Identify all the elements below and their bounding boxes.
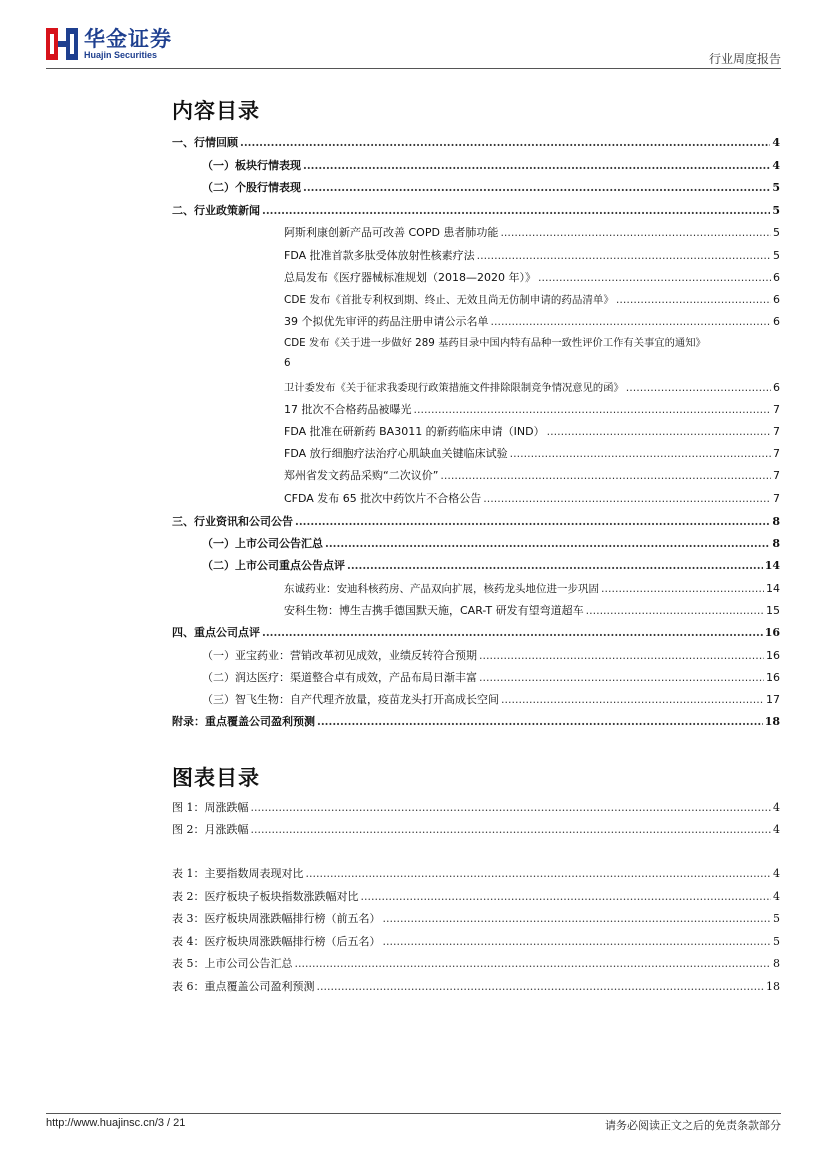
logo-mark-icon bbox=[46, 28, 78, 60]
header-divider bbox=[46, 68, 781, 69]
toc-item[interactable]: （三）智飞生物：自产代理齐放量，疫苗龙头打开高成长空间 ..... 17 bbox=[172, 690, 780, 710]
footer-disclaimer: 请务必阅读正文之后的免责条款部分 bbox=[605, 1119, 781, 1132]
toc-item[interactable]: 安科生物：博生吉携手德国默天施，CAR-T 研发有望弯道超车 ..... 15 bbox=[172, 601, 780, 621]
footer-divider bbox=[46, 1113, 781, 1114]
toc-item[interactable]: FDA 放行细胞疗法治疗心肌缺血关键临床试验 ..... 7 bbox=[172, 444, 780, 464]
chart-item[interactable]: 图 2：月涨跌幅 ..... 4 bbox=[172, 820, 780, 840]
logo-name-cn: 华金证券 bbox=[84, 27, 172, 51]
toc-item[interactable]: （一）上市公司公告汇总 ..... 8 bbox=[172, 534, 780, 554]
figures-title: 图表目录 bbox=[172, 765, 260, 790]
report-type: 行业周度报告 bbox=[708, 52, 781, 66]
toc-item[interactable]: CDE 发布《首批专利权到期、终止、无效且尚无仿制申请的药品清单》 ..... 6 bbox=[172, 290, 780, 310]
toc-item[interactable]: 卫计委发布《关于征求我委现行政策措施文件排除限制竞争情况意见的函》 ..... 6 bbox=[172, 378, 780, 398]
toc-item[interactable]: CFDA 发布 65 批次中药饮片不合格公告 ..... 7 bbox=[172, 489, 780, 509]
toc-item[interactable]: （二）上市公司重点公告点评 ..... 14 bbox=[172, 556, 780, 576]
toc-item[interactable]: FDA 批准首款多肽受体放射性核素疗法 ..... 5 bbox=[172, 246, 780, 266]
toc-item[interactable]: （二）润达医疗：渠道整合卓有成效，产品布局日渐丰富 ..... 16 bbox=[172, 668, 780, 688]
toc-item[interactable]: 阿斯利康创新产品可改善 COPD 患者肺功能 ..... 5 bbox=[172, 223, 780, 243]
chart-item[interactable]: 图 1：周涨跌幅 ..... 4 bbox=[172, 798, 780, 818]
footer-url-page[interactable]: http://www.huajinsc.cn/3 / 21 bbox=[46, 1117, 186, 1129]
toc-item[interactable]: （一）亚宝药业：营销改革初见成效，业绩反转符合预期 ..... 16 bbox=[172, 646, 780, 666]
toc-item[interactable]: 17 批次不合格药品被曝光 ..... 7 bbox=[172, 400, 780, 420]
table-item[interactable]: 表 5：上市公司公告汇总 ..... 8 bbox=[172, 954, 780, 974]
table-item[interactable]: 表 2：医疗板块子板块指数涨跌幅对比 ..... 4 bbox=[172, 887, 780, 907]
table-item[interactable]: 表 6：重点覆盖公司盈利预测 ..... 18 bbox=[172, 977, 780, 997]
toc-item[interactable]: 四、重点公司点评 ..... 16 bbox=[172, 623, 780, 643]
company-logo bbox=[46, 28, 172, 60]
logo-name-en: Huajin Securities bbox=[84, 50, 158, 60]
table-item[interactable]: 表 1：主要指数周表现对比 ..... 4 bbox=[172, 864, 780, 884]
toc-item[interactable]: 二、行业政策新闻 ..... 5 bbox=[172, 201, 780, 221]
toc-item[interactable]: 总局发布《医疗器械标准规划（2018—2020 年）》 ..... 6 bbox=[172, 268, 780, 288]
toc-item[interactable]: 39 个拟优先审评的药品注册申请公示名单 ..... 6 bbox=[172, 312, 780, 332]
toc-title: 内容目录 bbox=[172, 98, 260, 123]
toc-item[interactable]: 东诚药业：安迪科核药房、产品双向扩展，核药龙头地位进一步巩固 ..... 14 bbox=[172, 579, 780, 599]
table-item[interactable]: 表 3：医疗板块周涨跌幅排行榜（前五名） ..... 5 bbox=[172, 909, 780, 929]
table-item[interactable]: 表 4：医疗板块周涨跌幅排行榜（后五名） ..... 5 bbox=[172, 932, 780, 952]
toc-item[interactable]: 一、行情回顾 ..... 4 bbox=[172, 133, 780, 153]
toc-item-wrapped[interactable] bbox=[284, 333, 780, 373]
toc-item-label: CDE 发布《关于进一步做好 289 基药目录中国内特有品种一致性评价工作有关事宜的通知》 bbox=[284, 337, 706, 349]
toc-item[interactable]: 附录：重点覆盖公司盈利预测 ..... 18 bbox=[172, 712, 780, 732]
toc-item[interactable]: （二）个股行情表现 ..... 5 bbox=[172, 178, 780, 198]
toc-item[interactable]: 郑州省发文药品采购“二次议价” ..... 7 bbox=[172, 466, 780, 486]
toc-item[interactable]: 三、行业资讯和公司公告 ..... 8 bbox=[172, 512, 780, 532]
toc-item[interactable]: FDA 批准在研新药 BA3011 的新药临床申请（IND） ..... 7 bbox=[172, 422, 780, 442]
toc-item[interactable]: （一）板块行情表现 ..... 4 bbox=[172, 156, 780, 176]
toc-item-page: 6 bbox=[284, 357, 291, 369]
